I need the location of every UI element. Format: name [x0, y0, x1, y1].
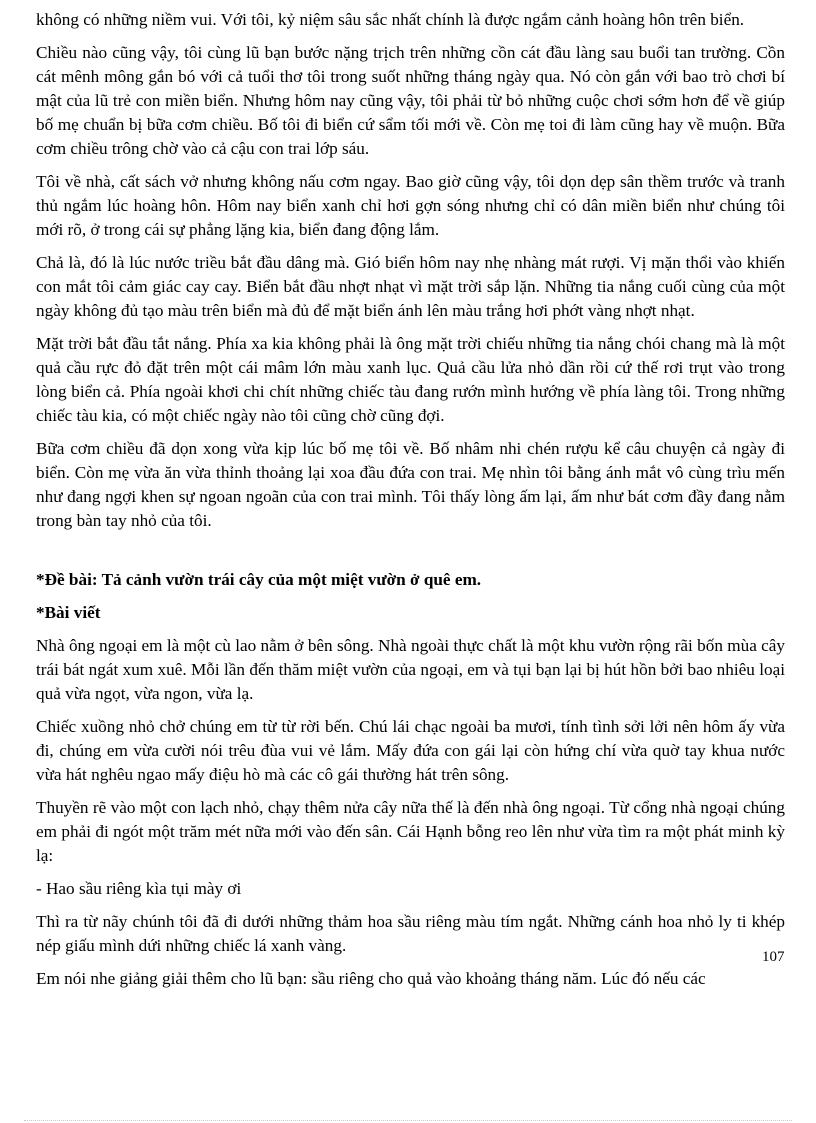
page-bottom-divider	[24, 1120, 792, 1121]
paragraph: Nhà ông ngoại em là một cù lao nằm ở bên sông. Nhà ngoài thực chất là một khu vườn rộng rãi bốn mùa cây trái bát ngát xum xuê. Mỗi lần đến thăm miệt vườn của ngoại, em và tụi bạn lại bị hút hồn bởi bao nhiêu loại quả vừa ngọt, vừa ngon, vừa lạ.	[36, 636, 785, 703]
paragraph: Chiều nào cũng vậy, tôi cùng lũ bạn bước nặng trịch trên những cồn cát đầu làng sau buổi tan trường. Cồn cát mênh mông gắn bó với cả tuổi thơ tôi trong suốt những tháng ngày qua. Nó còn gắn với bao trò chơi bí mật của lũ trẻ con miền biển. Nhưng hôm nay cũng vậy, tôi phải từ bỏ những cuộc chơi sớm hơn để về giúp bố mẹ chuẩn bị bữa cơm chiều. Bố tôi đi biển cứ sẩm tối mới về. Còn mẹ toi đi làm cũng hay về muộn. Bữa cơm chiều trông chờ vào cả cậu con trai lớp sáu.	[36, 43, 785, 158]
paragraph: không có những niềm vui. Với tôi, kỷ niệm sâu sắc nhất chính là được ngắm cảnh hoàng hôn trên biển.	[36, 10, 745, 29]
paragraph: Em nói nhe giảng giải thêm cho lũ bạn: sầu riêng cho quả vào khoảng tháng năm. Lúc đó nếu các	[36, 969, 706, 988]
dialogue-line: - Hao sầu riêng kìa tụi mày ơi	[36, 879, 242, 898]
section-gap	[36, 542, 785, 568]
paragraph: Thì ra từ nãy chúnh tôi đã đi dưới những thảm hoa sầu riêng màu tím ngắt. Những cánh hoa nhỏ ly ti khép nép giấu mình dứi những chiếc lá xanh vàng.	[36, 912, 785, 955]
paragraph: Thuyền rẽ vào một con lạch nhỏ, chạy thêm nửa cây nữa thế là đến nhà ông ngoại. Từ cổng nhà ngoại chúng em phải đi ngót một trăm mét nữa mới vào đến sân. Cái Hạnh bỗng reo lên như vừa tìm ra một phát minh kỳ lạ:	[36, 798, 785, 865]
paragraph: Chiếc xuồng nhỏ chở chúng em từ từ rời bến. Chú lái chạc ngoài ba mươi, tính tình sởi lởi nên hôm ấy vừa đi, chúng em vừa cười nói trêu đùa vui vẻ lắm. Mấy đứa con gái lại còn hứng chí vừa quờ tay khua nước vừa hát nghêu ngao mấy điệu hò mà các cô gái thường hát trên sông.	[36, 717, 785, 784]
paragraph: Tôi về nhà, cất sách vở nhưng không nấu cơm ngay. Bao giờ cũng vậy, tôi dọn dẹp sân thềm trước và tranh thủ ngắm lúc hoàng hôn. Hôm nay biển xanh chỉ hơi gợn sóng nhưng chỉ có dân miền biển như chúng tôi mới rõ, ở trong cái sự phẳng lặng kia, biển đang động lắm.	[36, 172, 785, 239]
paragraph: Bữa cơm chiều đã dọn xong vừa kịp lúc bố mẹ tôi về. Bố nhâm nhi chén rượu kể câu chuyện cả ngày đi biển. Còn mẹ vừa ăn vừa thỉnh thoảng lại xoa đầu đứa con trai. Mẹ nhìn tôi bằng ánh mắt vô cùng trìu mến như đang ngợi khen sự ngoan ngoãn của con trai mình. Tôi thấy lòng ấm lại, ấm như bát cơm đầy đang nằm trong bàn tay nhỏ của tôi.	[36, 439, 785, 530]
page-number: 107	[762, 949, 785, 965]
paragraph: Chả là, đó là lúc nước triều bắt đầu dâng mà. Gió biển hôm nay nhẹ nhàng mát rượi. Vị mặn thổi vào khiến con mắt tôi cảm giác cay cay. Biển bắt đầu nhợt nhạt vì mặt trời sắp lặn. Những tia nắng cuối cùng của một ngày không đủ tạo màu trên biển mà đủ để mặt biển ánh lên màu trắng hơi phớt vàng nhợt nhạt.	[36, 253, 785, 320]
page-content	[36, 8, 785, 1000]
essay-subheading: *Bài viết	[36, 603, 101, 622]
assignment-heading: *Đề bài: Tả cảnh vườn trái cây của một miệt vườn ở quê em.	[36, 570, 482, 589]
paragraph: Mặt trời bắt đầu tắt nắng. Phía xa kia không phải là ông mặt trời chiếu những tia nắng chói chang mà là một quả cầu rực đỏ đặt trên một cái mâm lớn màu xanh lục. Quả cầu lửa nhỏ dần rồi cứ thế rơi trụt vào trong lòng biển cả. Phía ngoài khơi chi chít những chiếc tàu đang rướn mình hướng về phía làng tôi. Trong những chiếc tàu kia, có một chiếc ngày nào tôi cũng chờ cũng đợi.	[36, 334, 785, 425]
